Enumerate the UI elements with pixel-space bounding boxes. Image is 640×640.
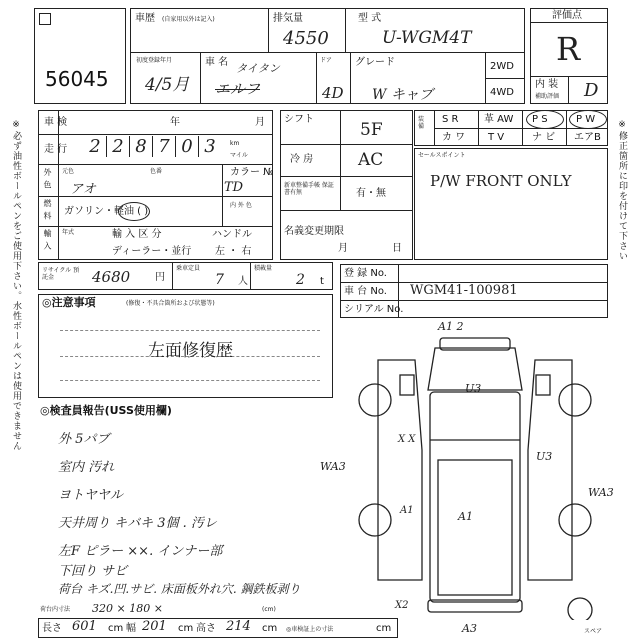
color-number-label: 色番 xyxy=(150,168,163,175)
capacity-label: 乗車定員 xyxy=(176,265,201,272)
recycle-yen: 円 xyxy=(155,272,165,283)
grade-label: グレード xyxy=(355,57,395,68)
pw-circle xyxy=(569,110,607,129)
capacity-unit: 人 xyxy=(238,276,248,287)
model-label: 型 式 xyxy=(358,13,382,24)
chassis-no-value: WGM41-100981 xyxy=(410,283,518,298)
diagram-label: X X xyxy=(398,434,416,445)
length-label: 長さ xyxy=(42,623,62,634)
recycle-value: 4680 xyxy=(92,268,131,286)
manual-label: 新車整備手帳 保証書有無 xyxy=(284,182,334,196)
inspection-month: 月 xyxy=(255,117,265,128)
import-year-label: 年式 xyxy=(62,229,75,236)
import-section-label: 輸 入 区 分 xyxy=(112,229,162,240)
inspector-line: 下回り サビ xyxy=(58,564,128,579)
reg-stat-label: ◎車検証上の寸法 xyxy=(286,626,334,633)
equip-ps: P S xyxy=(532,114,548,125)
mileage-digit: 2 xyxy=(84,136,107,157)
first-reg-value: 4/5月 xyxy=(145,75,190,95)
shift-label: シフト xyxy=(284,114,314,125)
fuel-label: 燃 料 xyxy=(43,199,52,221)
doors-label: ドア xyxy=(320,57,332,64)
score-label: 評価点 xyxy=(552,10,582,21)
diagram-label: A3 xyxy=(462,622,477,635)
import-label: 輸 入 xyxy=(43,229,52,251)
capacity-value: 7 xyxy=(215,272,224,288)
inspector-line: 外 5パブ xyxy=(58,432,110,447)
color-no-label: カラー № xyxy=(230,167,274,178)
diagram-label: U3 xyxy=(465,382,482,395)
chassis-no-label: 車 台 No. xyxy=(344,286,387,297)
import-dealer-options: ディーラー・並行 xyxy=(112,246,192,257)
name-change-label: 名義変更期限 xyxy=(284,226,344,237)
inner-color-label: 内 外 色 xyxy=(230,202,252,209)
displacement-label: 排気量 xyxy=(273,13,303,24)
spare-label: スペア xyxy=(584,628,603,635)
interior-sub: 補助評価 xyxy=(535,93,560,100)
car-history-label: 車歴 xyxy=(135,13,155,24)
displacement-value: 4550 xyxy=(283,28,329,49)
cargo-dims-unit: (cm) xyxy=(262,606,276,613)
left-side-instruction: ※必ず油性ボールペンをご使用下さい。水性ボールペンは使用できません xyxy=(11,120,21,451)
reg-stat-unit: cm xyxy=(376,623,392,634)
spare-tire xyxy=(568,598,592,620)
inspector-line: 左F ピラー ××. インナー部 xyxy=(58,544,223,559)
load-value: 2 xyxy=(296,272,305,288)
car-history-sub: (自家用以外は記入) xyxy=(162,16,215,23)
ac-value: AC xyxy=(358,150,384,170)
equip-sr: S R xyxy=(442,114,459,125)
manual-value: 有・無 xyxy=(356,188,386,199)
load-unit: t xyxy=(320,276,324,287)
inspection-year: 年 xyxy=(170,117,180,128)
wd-4-label: 4WD xyxy=(490,87,514,98)
ps-circle xyxy=(526,110,564,129)
sales-point-block xyxy=(414,148,608,260)
handle-label: ハンドル xyxy=(212,229,252,240)
reg-no-label: 登 録 No. xyxy=(344,268,387,279)
ac-label: 冷 房 xyxy=(290,154,314,165)
inspector-line: 室内 汚れ xyxy=(58,460,115,475)
diagram-label: A1 2 xyxy=(438,320,464,333)
equip-kawa: カ ワ xyxy=(442,132,466,143)
width-unit: cm xyxy=(178,623,194,634)
first-reg-label: 初度登録年月 xyxy=(136,57,173,64)
model-value: U-WGM4T xyxy=(382,28,472,48)
cargo-dims-label: 荷台内寸法 xyxy=(40,606,71,613)
notes-title: ◎注意事項 xyxy=(42,296,96,309)
diagram-label: U3 xyxy=(536,450,553,463)
inspection-label: 車 検 xyxy=(44,117,68,128)
score-value: R xyxy=(556,30,581,68)
shift-value: 5F xyxy=(360,120,383,140)
equip-airbag: エアB xyxy=(574,132,601,143)
inspector-line: ヨトヤヤル xyxy=(58,488,123,503)
length-unit: cm xyxy=(108,623,124,634)
vehicle-damage-diagram xyxy=(340,320,610,620)
mileage-digit: 0 xyxy=(176,136,199,157)
lot-number-box xyxy=(34,8,126,104)
interior-value: D xyxy=(584,80,599,101)
mileage-label: 走 行 xyxy=(44,144,68,155)
mileage-digit: 3 xyxy=(204,136,216,157)
car-name-value: タイタン xyxy=(236,62,280,75)
color-no-value: TD xyxy=(224,180,244,195)
diagram-label: WA3 xyxy=(588,486,614,499)
handle-options: 左 ・ 右 xyxy=(215,246,252,257)
mile-label: マイル xyxy=(230,152,248,159)
width-value: 201 xyxy=(142,619,167,634)
equip-pw: P W xyxy=(576,114,596,125)
color-label: 外 色 xyxy=(43,168,52,190)
inspector-line: 荷台 キズ.凹.サビ. 床面板外れ穴. 鋼鉄板剥り xyxy=(58,582,301,596)
sales-point-label: セールスポイント xyxy=(418,152,466,159)
mileage-digit: 2 xyxy=(107,136,130,157)
diagram-label: A1 xyxy=(400,505,414,516)
grade-value: W キャブ xyxy=(372,87,433,103)
height-value: 214 xyxy=(226,619,251,634)
notes-value: 左面修復歴 xyxy=(148,341,233,361)
color-original-label: 元色 xyxy=(62,168,75,175)
lot-number: 56045 xyxy=(45,67,109,91)
small-square-icon xyxy=(39,13,51,25)
km-label: km xyxy=(230,140,240,147)
color-value: アオ xyxy=(70,182,96,197)
cargo-bed xyxy=(430,392,520,602)
diagram-label: X2 xyxy=(395,600,409,611)
recycle-label: リサイクル 預託金 xyxy=(42,267,80,281)
cargo-inner xyxy=(438,460,512,595)
fuel-options: ガソリン・軽油 ( ) xyxy=(64,206,149,217)
car-name-label: 車 名 xyxy=(205,57,229,68)
notes-subtitle: (修復・不具合箇所および状態等) xyxy=(126,300,215,307)
name-change-day: 日 xyxy=(392,243,402,254)
load-label: 積載量 xyxy=(254,265,273,272)
mileage-digit: 7 xyxy=(153,136,176,157)
serial-no-label: シリアル No. xyxy=(344,304,404,315)
equip-tv: T V xyxy=(488,132,505,143)
length-value: 601 xyxy=(72,619,97,634)
fuel-selected-circle xyxy=(118,202,150,221)
interior-label: 内 装 xyxy=(535,79,559,90)
wd-2-label: 2WD xyxy=(490,61,514,72)
diagram-label: A1 xyxy=(458,510,473,523)
equip-navi: ナ ビ xyxy=(532,132,556,143)
inspector-title: ◎検査員報告(USS使用欄) xyxy=(40,404,172,417)
wheel-front-right xyxy=(559,384,591,416)
width-label: 幅 xyxy=(126,623,136,634)
cargo-dims-value: 320 × 180 × xyxy=(92,602,163,615)
mileage-digits xyxy=(84,136,221,157)
right-side-instruction: ※修正箇所に印を付けて下さい xyxy=(617,120,627,261)
wheel-rear-left xyxy=(359,504,391,536)
diagram-label: WA3 xyxy=(320,460,346,473)
height-unit: cm xyxy=(262,623,278,634)
height-label: 高さ xyxy=(196,623,216,634)
car-name-struck: エルフ xyxy=(215,80,261,98)
mileage-digit: 8 xyxy=(130,136,153,157)
equip-aw: 革 AW xyxy=(484,114,514,125)
wheel-rear-right xyxy=(559,504,591,536)
sales-point-value: P/W FRONT ONLY xyxy=(430,172,572,190)
wheel-front-left xyxy=(359,384,391,416)
name-change-month: 月 xyxy=(338,243,348,254)
doors-value: 4D xyxy=(322,84,344,102)
inspector-line: 天井周り キバキ 3個 . 汚レ xyxy=(58,516,217,531)
equipment-label: 装 備 xyxy=(418,116,425,130)
